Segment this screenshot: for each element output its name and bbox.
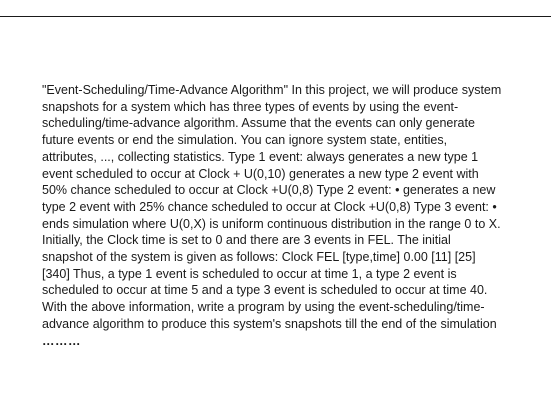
question-body: "Event-Scheduling/Time-Advance Algorithm" In this project, we will produce system snapshots for a system which has three types of events by using the event-scheduling/time-advance algorithm. Assume that the events can only generate future events or end the simulation. You can ignore system state, entities, attributes, ..., collecting statistics. Type 1 event: always generates a new type 1 event scheduled to occur at Clock + U(0,10) generates a new type 2 event with 50% chance scheduled to occur at Clock +U(0,8) Type 2 event: • generates a new type 2 event with 25% chance scheduled to occur at Clock +U(0,8) Type 3 event: • ends simulation where U(0,X) is uniform continuous distribution in the range 0 to X. Initially, the Clock time is set to 0 and there are 3 events in FEL. The initial snapshot of the system is given as follows: Clock FEL [type,time] 0.00 [11] [25] [340] Thus, a type 1 event is scheduled to occur at time 1, a type 2 event is scheduled to occur at time 5 and a type 3 event is scheduled to occur at time 40. With the above information, write a program by using the event-scheduling/time-advance algorithm to produce this system's snapshots till the end of the simulation: [42, 83, 502, 331]
ellipsis: ………: [42, 333, 81, 348]
question-text: [42, 82, 502, 349]
top-divider: [0, 16, 551, 17]
